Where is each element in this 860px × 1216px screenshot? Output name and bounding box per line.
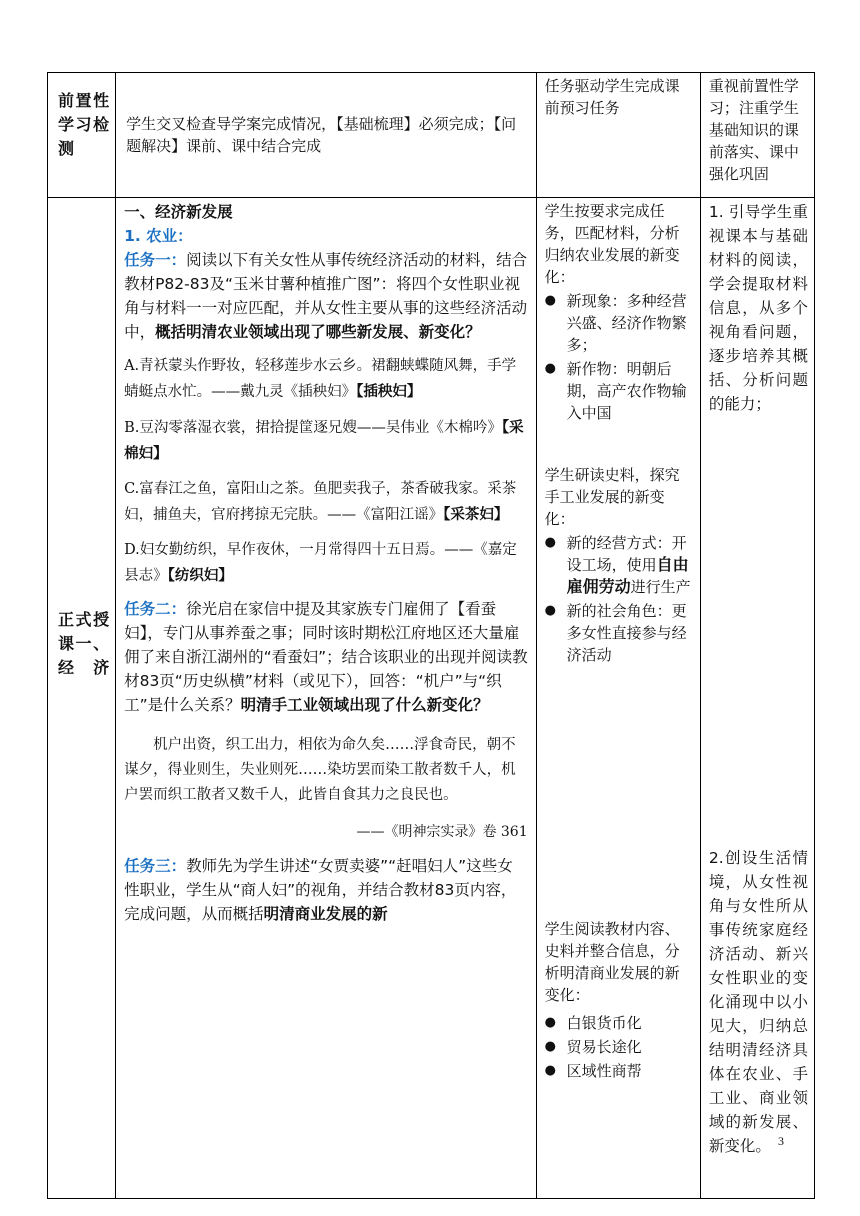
handicraft-item1-text: 新的经营方式：开设工场，使用 xyxy=(566,534,687,574)
list-item: ● 新现象：多种经营兴盛、经济作物繁多； xyxy=(545,290,694,356)
quote-b xyxy=(124,415,528,467)
task2-source: ——《明神宗实录》卷 361 xyxy=(356,824,528,840)
pre-study-label: 前置性学习检测 xyxy=(58,91,110,158)
student-activity-agriculture: 学生按要求完成任务，匹配材料，分析归纳农业发展的新变化： xyxy=(544,202,680,286)
sub-title-agriculture: 1. 农业： xyxy=(124,227,193,245)
quote-c-tag: 【采茶妇】 xyxy=(443,506,509,523)
list-item: ● 区域性商帮 xyxy=(545,1060,694,1082)
pre-study-design-intent: 重视前置性学习；注重学生基础知识的课前落实、课中强化巩固 xyxy=(708,77,799,183)
task3-question: 明清商业发展的新 xyxy=(263,905,388,923)
pre-study-content: 学生交叉检查导学案完成情况，【基础梳理】必须完成；【问题解决】课前、课中结合完成 xyxy=(126,115,517,155)
cell-main-label xyxy=(48,198,116,1199)
quote-a-tag: 【插秧妇】 xyxy=(356,383,422,400)
design-intent-2: 2.创设生活情境，从女性视角与女性所从事传统家庭经济活动、新兴女性职业的变化涌现中以小见大，归纳总结明清经济具体在农业、手工业、商业领域的新发展、新变化。 xyxy=(708,849,808,1155)
quote-a-text: A.青袄蒙头作野妆，轻移莲步水云乡。裙翻蛱蝶随风舞，手学蜻蜓点水忙。——戴九灵《插秧妇》 xyxy=(124,358,517,400)
list-item: ● 贸易长途化 xyxy=(545,1036,694,1058)
quote-d xyxy=(124,538,528,589)
list-item: ● 新作物：明朝后期，高产农作物输入中国 xyxy=(545,358,694,424)
quote-b-tag: 【采棉妇】 xyxy=(124,419,524,462)
pre-study-student-activity: 任务驱动学生完成课前预习任务 xyxy=(544,77,680,117)
quote-a xyxy=(124,354,528,405)
task2-quote: 机户出资，织工出力，相依为命久矣……浮食奇民，朝不谋夕，得业则生，失业则死……染坊罢而染工散者数千人，机户罢而织工散者又数千人，此皆自食其力之良民也。 xyxy=(124,737,516,803)
cell-pre-student xyxy=(536,73,700,198)
task1-label: 任务一： xyxy=(124,251,187,269)
task2-text: 徐光启在家信中提及其家族专门雇佣了【看蚕妇】，专门从事养蚕之事；同时该时期松江府地区还大量雇佣了来自浙江湖州的“看蚕妇”；结合该职业的出现并阅读教材83页“历史纵横”材料（或见下），回答：“机户”与“织工”是什么关系？ xyxy=(124,600,528,714)
table-row-pre-study xyxy=(48,73,815,198)
page-number: 3 xyxy=(778,1134,784,1148)
task1-paragraph xyxy=(124,248,528,344)
agriculture-list xyxy=(545,290,694,424)
task3-paragraph xyxy=(124,854,528,926)
main-lesson-content xyxy=(116,198,536,926)
lesson-plan-table xyxy=(47,72,815,1199)
design-intent xyxy=(701,198,814,1158)
table-row-main-lesson xyxy=(48,198,815,1199)
section-title: 一、经济新发展 xyxy=(124,203,233,221)
task1-question: 概括明清农业领域出现了哪些新发展、新变化？ xyxy=(155,323,481,341)
cell-main-content xyxy=(116,198,537,1199)
list-item: ● 新的社会角色：更多女性直接参与经济活动 xyxy=(545,600,694,666)
student-activity-commerce: 学生阅读教材内容、史料并整合信息，分析明清商业发展的新变化： xyxy=(544,920,680,1004)
cell-pre-content xyxy=(116,73,537,198)
quote-d-tag: 【纺织妇】 xyxy=(167,567,233,584)
student-activity xyxy=(537,198,700,1082)
task3-label: 任务三： xyxy=(124,857,187,875)
handicraft-item1-bold: 自由雇佣劳动 xyxy=(566,555,689,596)
cell-pre-intent xyxy=(700,73,814,198)
main-lesson-label: 正式授课一、经济 xyxy=(58,610,110,677)
task1-text: 阅读以下有关女性从事传统经济活动的材料，结合教材P82-83及“玉米甘薯种植推广图”：将四个女性职业视角与材料一一对应匹配，并从女性主要从事的这些经济活动中， xyxy=(124,251,528,341)
task2-label: 任务二： xyxy=(124,600,187,618)
quote-c-text: C.富春江之鱼，富阳山之茶。鱼肥卖我子，茶香破我家。采茶妇，捕鱼夫，官府拷掠无完肤。——《富阳江谣》 xyxy=(124,481,517,523)
student-activity-handicraft: 学生研读史料，探究手工业发展的新变化： xyxy=(544,466,680,528)
task2-paragraph xyxy=(124,597,528,717)
handicraft-item1-post: 进行生产 xyxy=(630,578,691,596)
task2-question: 明清手工业领域出现了什么新变化？ xyxy=(240,696,489,714)
quote-b-text: B.豆沟零落湿衣裳，捃拾提筐逐兄嫂——吴伟业《木棉吟》 xyxy=(124,420,502,436)
handicraft-list xyxy=(545,532,694,666)
task3-text: 教师先为学生讲述“女贾卖婆”“赶唱妇人”这些女性职业，学生从“商人妇”的视角，并结合教材83页内容，完成问题，从而概括 xyxy=(124,857,517,923)
cell-pre-label xyxy=(48,73,116,198)
list-item: ● 白银货币化 xyxy=(545,1012,694,1034)
cell-main-intent xyxy=(700,198,814,1199)
quote-d-text: D.妇女勤纺织，早作夜休，一月常得四十五日焉。——《嘉定县志》 xyxy=(124,542,517,584)
list-item xyxy=(545,532,694,598)
quote-c xyxy=(124,477,528,528)
cell-main-student xyxy=(536,198,700,1199)
design-intent-1: 1. 引导学生重视课本与基础材料的阅读，学会提取材料信息，从多个视角看问题，逐步培养其概括、分析问题的能力； xyxy=(708,203,808,413)
commerce-list xyxy=(545,1012,694,1082)
